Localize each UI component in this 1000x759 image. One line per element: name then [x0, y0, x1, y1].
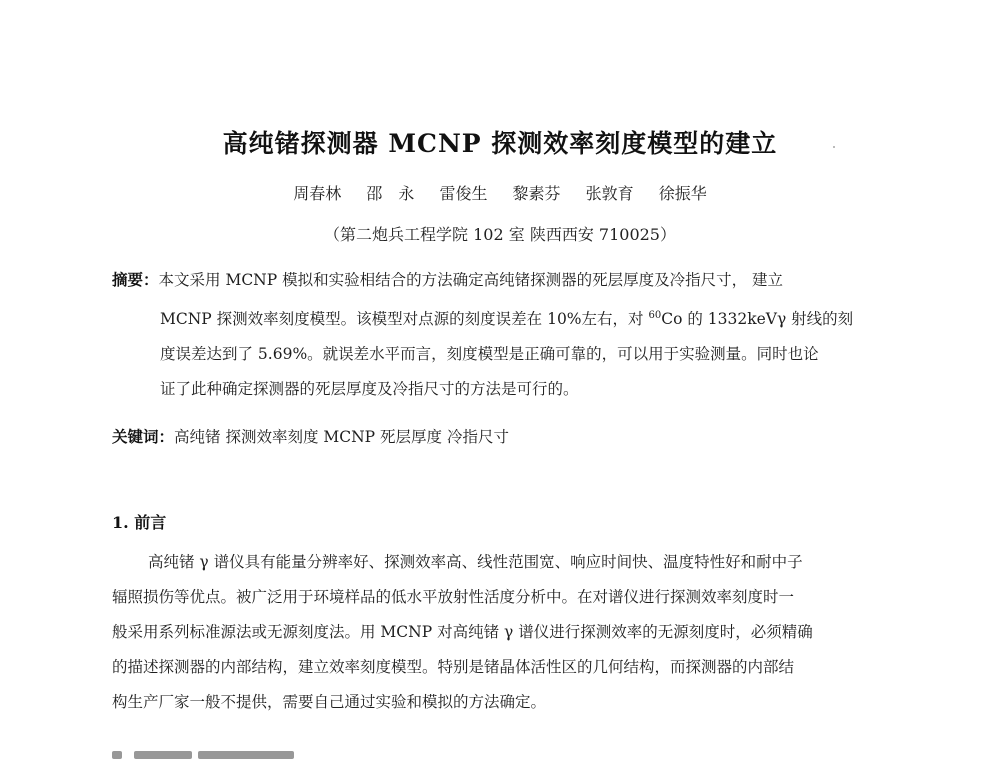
section-body [112, 545, 902, 720]
author-name: 雷俊生 [439, 184, 488, 203]
abstract-text: 度误差达到了 5.69%。就误差水平而言，刻度模型是正确可靠的，可以用于实验测量。同时也论 [160, 345, 819, 364]
abstract-text: MCNP 探测效率刻度模型。该模型对点源的刻度误差在 10%左右，对 [160, 310, 649, 329]
cropped-glyph [134, 751, 192, 759]
scan-speck [833, 146, 835, 148]
author-name: 邵 永 [366, 184, 415, 203]
author-name: 徐振华 [658, 184, 707, 203]
abstract-text: 本文采用 MCNP 模拟和实验相结合的方法确定高纯锗探测器的死层厚度及冷指尺寸， 建立 [158, 271, 784, 289]
section-heading: 1. 前言 [112, 513, 167, 532]
author-name: 黎素芬 [512, 184, 561, 203]
abstract-text: 证了此种确定探测器的死层厚度及冷指尺寸的方法是可行的。 [160, 380, 579, 399]
paragraph-line: 构生产厂家一般不提供，需要自己通过实验和模拟的方法确定。 [112, 693, 547, 711]
abstract-line [112, 298, 902, 337]
cropped-glyph [112, 751, 122, 759]
author-name: 张敦育 [585, 184, 634, 203]
author-affiliation: （第二炮兵工程学院 102 室 陕西西安 710025） [324, 225, 676, 244]
paragraph-line: 般采用系列标准源法或无源刻度法。用 MCNP 对高纯锗 γ 谱仪进行探测效率的无源刻度时，必须精确 [112, 623, 813, 641]
abstract-line [112, 372, 902, 407]
author-name: 周春林 [293, 184, 342, 203]
abstract-text: Co 的 1332keVγ 射线的刻 [661, 310, 854, 329]
cropped-next-heading [112, 749, 302, 759]
abstract-block [112, 262, 902, 407]
cropped-glyph [198, 751, 294, 759]
isotope-superscript: 60 [648, 310, 662, 321]
abstract-line [112, 262, 902, 298]
author-list [0, 181, 1000, 204]
abstract-label: 摘要： [112, 270, 159, 289]
keywords-label: 关键词： [112, 427, 175, 446]
paper-title: 高纯锗探测器 MCNP 探测效率刻度模型的建立 [222, 129, 778, 158]
keywords-text: 高纯锗 探测效率刻度 MCNP 死层厚度 冷指尺寸 [174, 428, 509, 446]
paragraph-line: 高纯锗 γ 谱仪具有能量分辨率好、探测效率高、线性范围宽、响应时间快、温度特性好和耐中子 [148, 553, 803, 571]
paragraph-line: 辐照损伤等优点。被广泛用于环境样品的低水平放射性活度分析中。在对谱仪进行探测效率刻度时一 [112, 588, 795, 606]
abstract-line [112, 337, 902, 372]
keywords-line [112, 425, 902, 447]
paragraph-line: 的描述探测器的内部结构，建立效率刻度模型。特别是锗晶体活性区的几何结构，而探测器的内部结 [112, 658, 795, 676]
